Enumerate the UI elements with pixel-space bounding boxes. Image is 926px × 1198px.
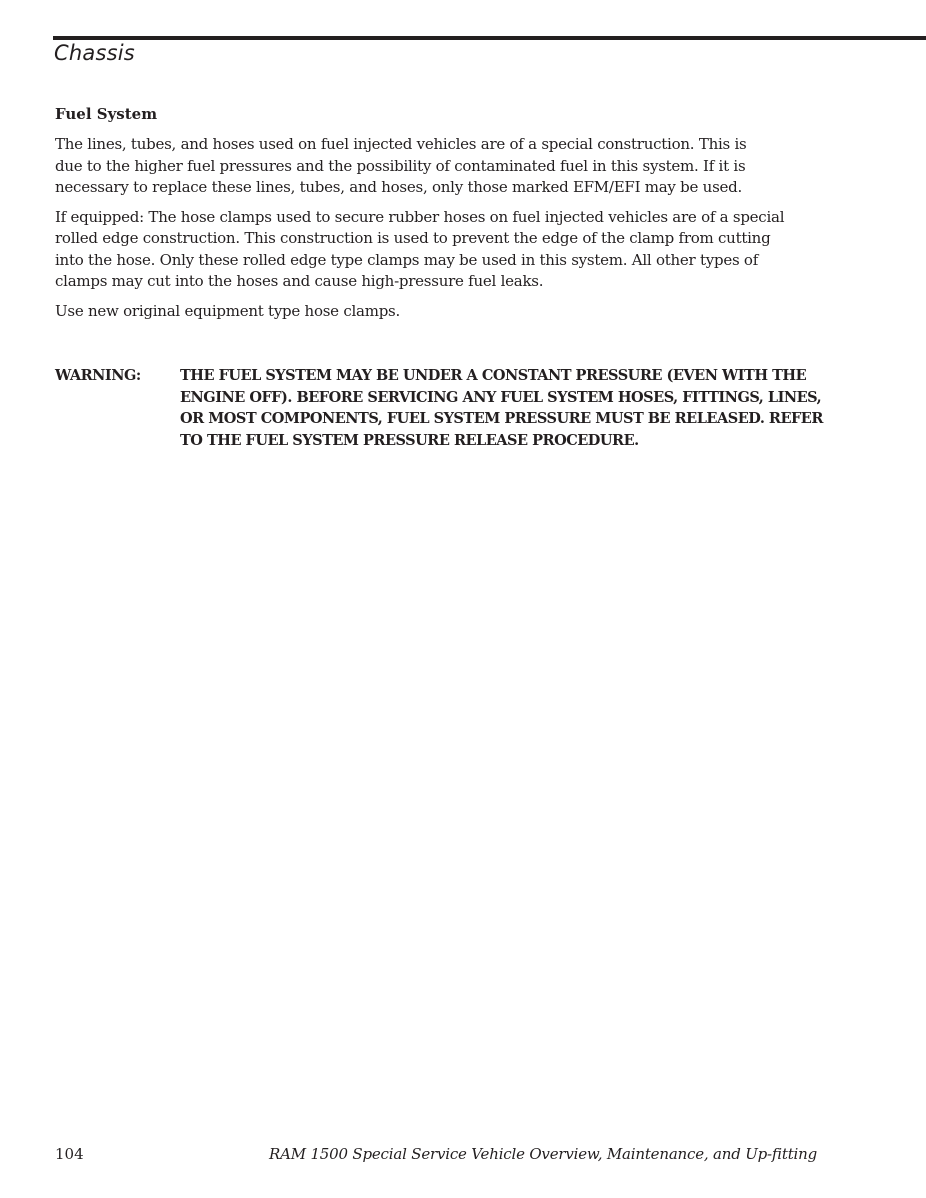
paragraph-line: The lines, tubes, and hoses used on fuel injected vehicles are of a special construction. This is [55, 135, 747, 153]
warning-line: OR MOST COMPONENTS, FUEL SYSTEM PRESSURE MUST BE RELEASED. REFER [180, 410, 823, 427]
warning-text [180, 365, 840, 451]
header-rule [53, 36, 926, 40]
main-content [55, 104, 835, 330]
paragraph-original-clamps [55, 301, 835, 323]
footer-document-title: RAM 1500 Special Service Vehicle Overview, Maintenance, and Up-fitting [269, 1145, 817, 1163]
warning-line: ENGINE OFF). BEFORE SERVICING ANY FUEL SYSTEM HOSES, FITTINGS, LINES, [180, 388, 822, 406]
paragraph-line: into the hose. Only these rolled edge type clamps may be used in this system. All other types of [55, 250, 759, 269]
paragraph-line: If equipped: The hose clamps used to secure rubber hoses on fuel injected vehicles are of a special [55, 207, 785, 226]
paragraph-hose-clamps [55, 207, 835, 293]
warning-line: THE FUEL SYSTEM MAY BE UNDER A CONSTANT PRESSURE (EVEN WITH THE [180, 367, 807, 384]
subheading-fuel-system: Fuel System [55, 105, 158, 123]
warning-line: TO THE FUEL SYSTEM PRESSURE RELEASE PROCEDURE. [180, 431, 639, 449]
paragraph-line: rolled edge construction. This construction is used to prevent the edge of the clamp from cutting [55, 229, 771, 247]
warning-label: WARNING: [55, 367, 141, 384]
section-title: Chassis [54, 41, 135, 65]
page-number: 104 [55, 1145, 84, 1163]
paragraph-lines-tubes-hoses [55, 134, 835, 199]
paragraph-line: necessary to replace these lines, tubes, and hoses, only those marked EFM/EFI may be used. [55, 178, 743, 196]
paragraph-line: clamps may cut into the hoses and cause high-pressure fuel leaks. [55, 272, 544, 290]
paragraph-line: due to the higher fuel pressures and the possibility of contaminated fuel in this system. If it is [55, 156, 746, 175]
paragraph-line: Use new original equipment type hose clamps. [55, 301, 401, 320]
